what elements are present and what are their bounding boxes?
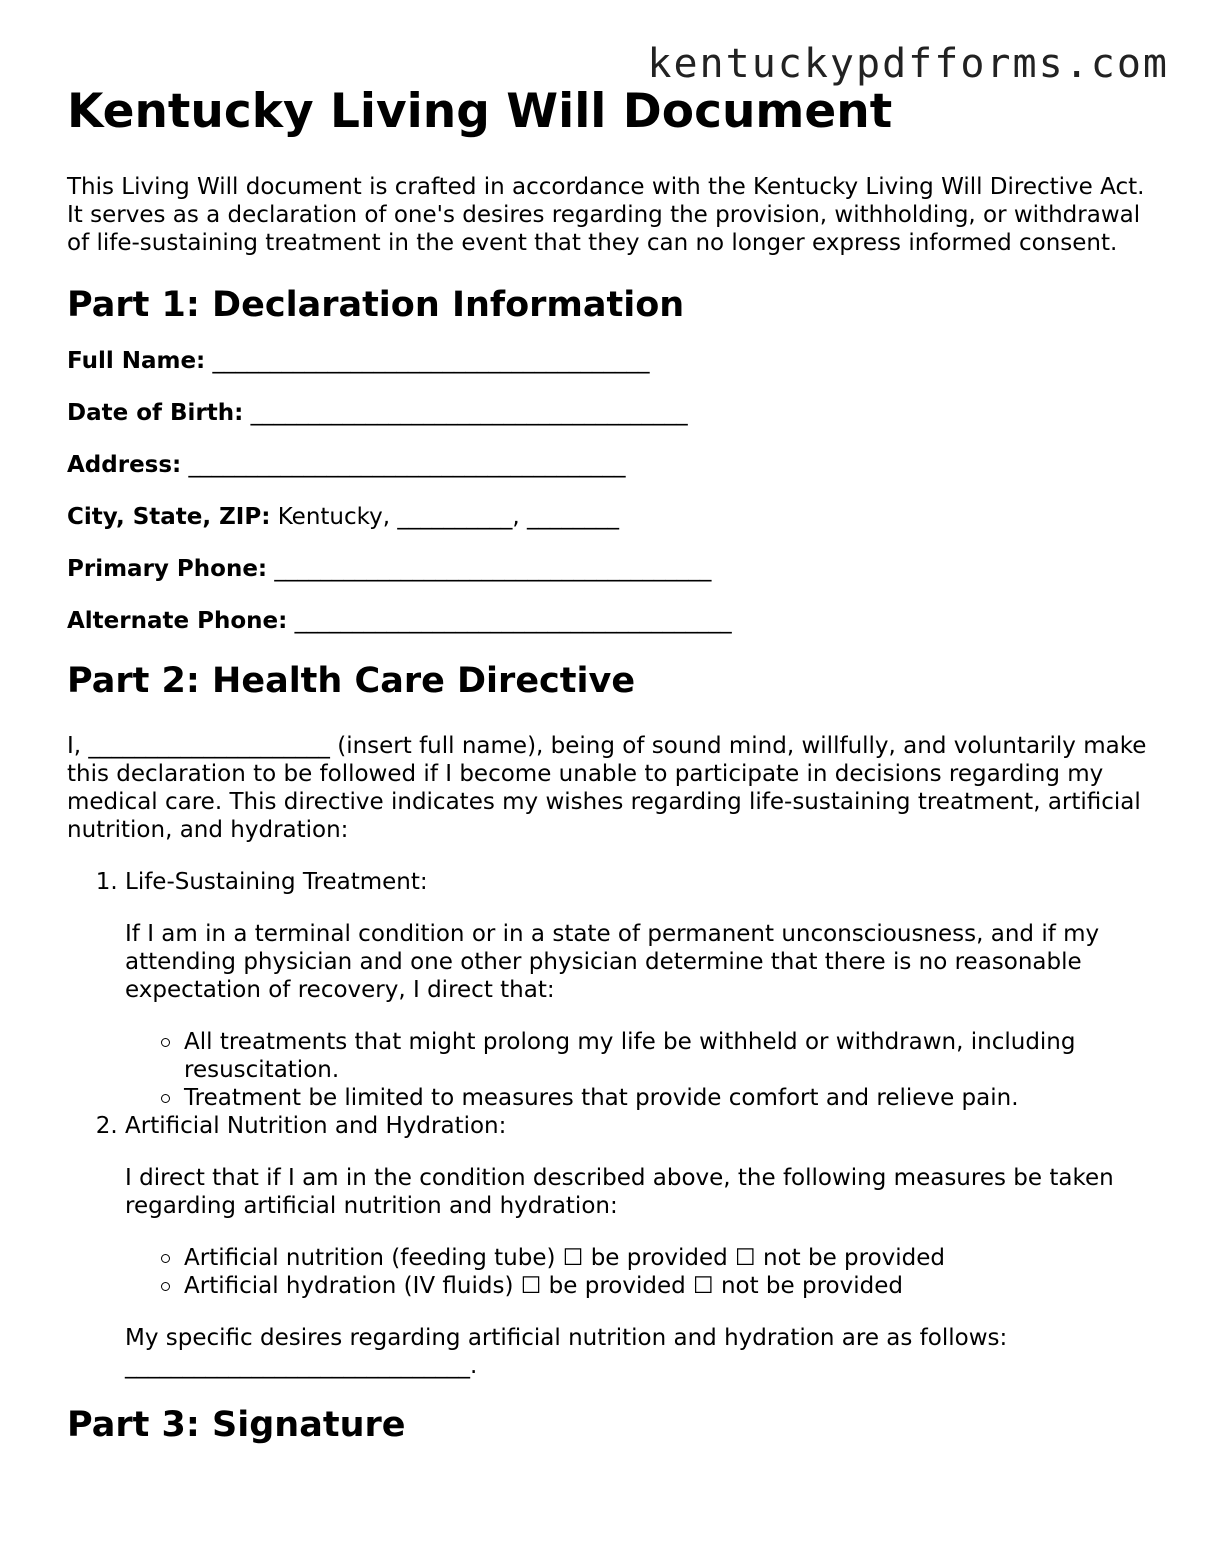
field-label: Primary Phone: bbox=[67, 556, 268, 582]
address-field[interactable] bbox=[67, 450, 1147, 480]
directive-intro: I, _____________________ (insert full name), being of sound mind, willfully, and voluntarily make this declaration to be followed if I become unable to participate in decisions regarding my medical care. This directive indicates my wishes regarding life-sustaining treatment, artificial nutrition, and hydration: bbox=[67, 733, 1147, 843]
declaration-fields bbox=[67, 346, 1147, 636]
field-blank[interactable]: ______________________________________ bbox=[287, 608, 732, 634]
intro-paragraph: This Living Will document is crafted in accordance with the Kentucky Living Will Directive Act. It serves as a declaration of one's desires regarding the provision, withholding, or withdrawal of life-sustaining treatment in the event that they can no longer express informed consent. bbox=[67, 174, 1145, 256]
directive-list bbox=[67, 868, 1147, 1380]
alternate-phone-field[interactable] bbox=[67, 606, 1147, 636]
full-name-field[interactable] bbox=[67, 346, 1147, 376]
field-blank[interactable]: Kentucky, __________, ________ bbox=[270, 504, 619, 530]
field-label: City, State, ZIP: bbox=[67, 504, 271, 530]
field-label: Alternate Phone: bbox=[67, 608, 288, 634]
item-title: 2. Artificial Nutrition and Hydration: bbox=[125, 1113, 507, 1139]
field-blank[interactable]: ______________________________________ bbox=[243, 400, 688, 426]
site-watermark: kentuckypdfforms.com bbox=[647, 41, 1169, 87]
sub-list bbox=[125, 1028, 1147, 1112]
document-title: Kentucky Living Will Document bbox=[67, 84, 893, 139]
nutrition-option[interactable]: Artificial nutrition (feeding tube) ☐ be provided ☐ not be provided bbox=[184, 1244, 1147, 1272]
field-label: Full Name: bbox=[67, 348, 206, 374]
sub-list bbox=[125, 1244, 1147, 1300]
primary-phone-field[interactable] bbox=[67, 554, 1147, 584]
list-item bbox=[125, 1112, 1147, 1380]
specific-desires-field[interactable]: My specific desires regarding artificial nutrition and hydration are as follows: ______________________________. bbox=[125, 1325, 1008, 1379]
hydration-option[interactable]: Artificial hydration (IV fluids) ☐ be provided ☐ not be provided bbox=[184, 1272, 1147, 1300]
item-title: 1. Life-Sustaining Treatment: bbox=[125, 869, 428, 895]
document-page bbox=[67, 82, 1147, 1447]
item-body: I direct that if I am in the condition described above, the following measures be taken regarding artificial nutrition and hydration: bbox=[125, 1165, 1114, 1219]
item-body: If I am in a terminal condition or in a state of permanent unconsciousness, and if my attending physician and one other physician determine that there is no reasonable expectation of recovery, I direct that: bbox=[125, 921, 1100, 1003]
city-state-zip-field[interactable] bbox=[67, 502, 1147, 532]
list-item bbox=[125, 868, 1147, 1112]
sub-list-item: Treatment be limited to measures that provide comfort and relieve pain. bbox=[184, 1084, 1147, 1112]
date-of-birth-field[interactable] bbox=[67, 398, 1147, 428]
field-blank[interactable]: ______________________________________ bbox=[267, 556, 712, 582]
part2-heading: Part 2: Health Care Directive bbox=[67, 661, 636, 701]
field-blank[interactable]: ______________________________________ bbox=[205, 348, 650, 374]
field-label: Address: bbox=[67, 452, 182, 478]
field-label: Date of Birth: bbox=[67, 400, 244, 426]
field-blank[interactable]: ______________________________________ bbox=[181, 452, 626, 478]
part3-heading: Part 3: Signature bbox=[67, 1405, 406, 1445]
part1-heading: Part 1: Declaration Information bbox=[67, 285, 685, 325]
sub-list-item: All treatments that might prolong my life be withheld or withdrawn, including resuscitation. bbox=[184, 1028, 1147, 1084]
